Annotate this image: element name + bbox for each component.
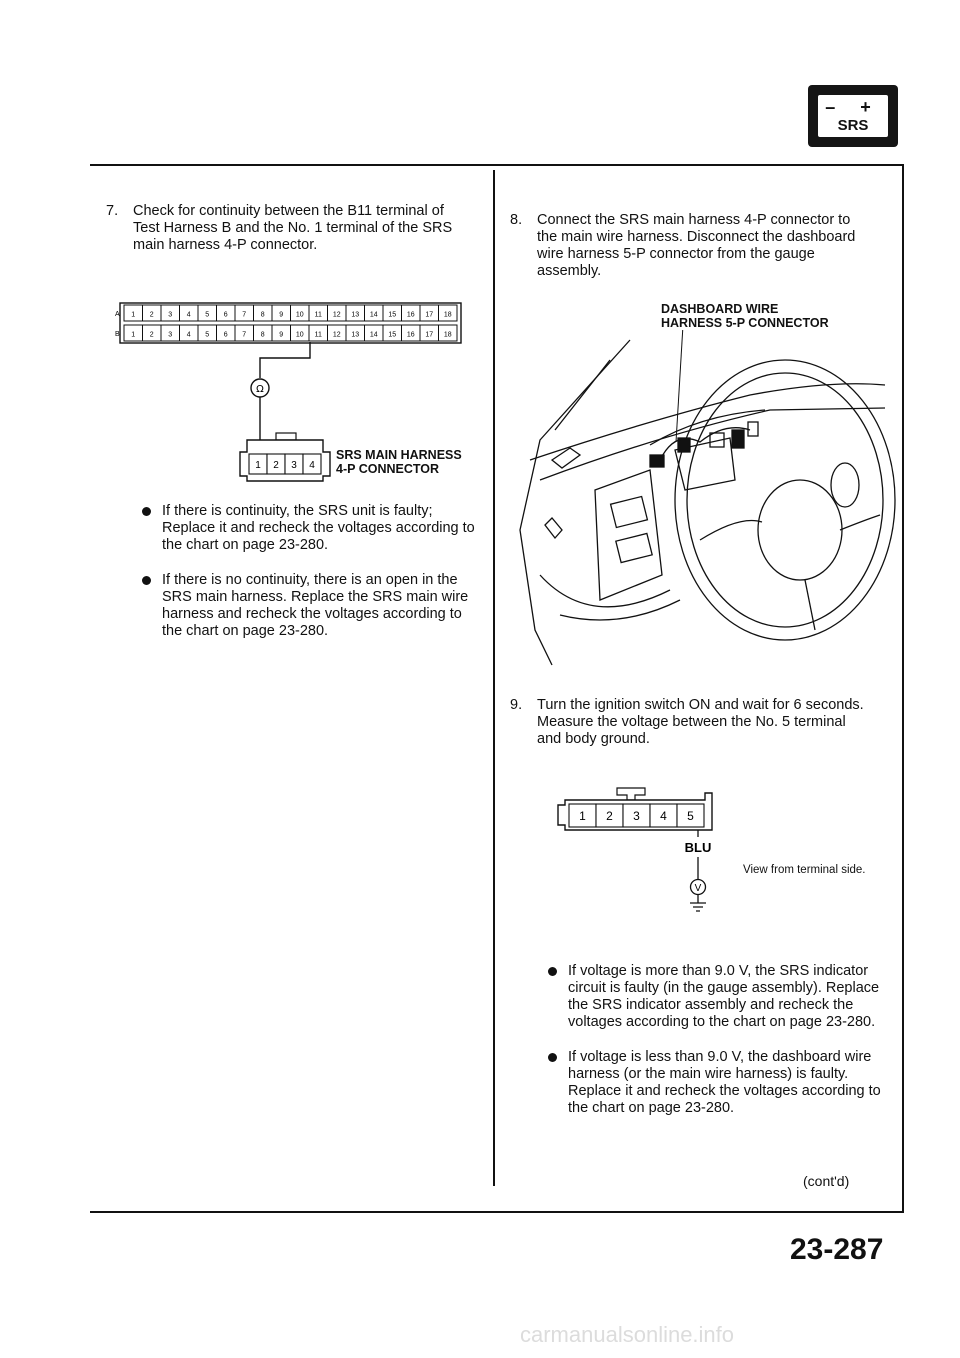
column-divider <box>493 170 495 1186</box>
bullet-line: the chart on page 23-280. <box>568 1100 735 1116</box>
row-a-label: A <box>115 311 120 318</box>
harness-pin-label: 7 <box>242 331 247 339</box>
step-9-line: and body ground. <box>537 731 650 747</box>
harness-pin-label: 13 <box>351 311 360 319</box>
step-number: 8. <box>510 212 523 228</box>
bullet-line: SRS main harness. Replace the SRS main wire <box>162 589 469 605</box>
dashboard-illustration <box>500 330 900 675</box>
page-number: 23-287 <box>790 1233 884 1266</box>
left-bullet-1 <box>142 503 487 559</box>
harness-pin-label: 15 <box>388 311 397 319</box>
srs-4p-connector-pins <box>249 454 321 474</box>
a-pillar <box>520 340 630 665</box>
left-bullet-2 <box>142 572 487 646</box>
bullet-line: circuit is faulty (in the gauge assembly). Replace <box>568 980 880 996</box>
harness-pin-label: 3 <box>168 311 173 319</box>
harness-pin-label: 12 <box>332 311 341 319</box>
bullet-line: the chart on page 23-280. <box>162 623 329 639</box>
continued-note: (cont'd) <box>803 1173 850 1189</box>
srs-4p-connector-label <box>336 448 462 476</box>
dashboard-connector-label <box>661 302 829 330</box>
harness-pin-label: 8 <box>260 311 265 319</box>
step-7-line: main harness 4-P connector. <box>133 237 318 253</box>
bullet-line: harness and recheck the voltages according to <box>162 606 462 622</box>
gauge-connector <box>748 422 758 436</box>
center-stack <box>595 470 662 600</box>
bullet-line: If voltage is less than 9.0 V, the dashboard wire <box>568 1049 872 1065</box>
harness-pin-label: 6 <box>223 311 228 319</box>
harness-pin-label: 16 <box>406 311 415 319</box>
steering-hub <box>758 480 842 580</box>
harness-pin-label: 2 <box>149 311 154 319</box>
connector-pin-label: 4 <box>309 460 315 471</box>
bullet-line: the chart on page 23-280. <box>162 537 329 553</box>
connector-pin-label: 4 <box>660 809 667 823</box>
side-vent <box>545 518 562 538</box>
harness-pin-label: 18 <box>443 331 452 339</box>
harness-pin-label: 15 <box>388 331 397 339</box>
label-line: HARNESS 5-P CONNECTOR <box>661 316 829 330</box>
step-8-line: wire harness 5-P connector from the gauge <box>537 246 815 262</box>
harness-pin-label: 14 <box>369 331 378 339</box>
right-bullet-2 <box>548 1049 898 1123</box>
harness-pin-label: 5 <box>205 331 210 339</box>
harness-pin-label: 1 <box>131 311 136 319</box>
bullet-dot <box>142 576 151 585</box>
battery-terminals-icon: – + <box>825 97 881 117</box>
harness-pin-label: 7 <box>242 311 247 319</box>
harness-pin-label: 14 <box>369 311 378 319</box>
radio-unit <box>611 496 648 527</box>
harness-pin-label: 10 <box>295 331 304 339</box>
b11-wire <box>260 342 310 378</box>
label-line: DASHBOARD WIRE <box>661 302 779 316</box>
harness-pin-label: 5 <box>205 311 210 319</box>
harness-pin-label: 8 <box>260 331 265 339</box>
bullet-line: the SRS indicator assembly and recheck the <box>568 997 854 1013</box>
harness-pin-label: 3 <box>168 331 173 339</box>
label-line: 4-P CONNECTOR <box>336 462 440 476</box>
label-leader-line <box>676 330 683 442</box>
step-number: 9. <box>510 697 523 713</box>
connector-lock-tab <box>617 788 645 800</box>
harness-pin-grid <box>120 303 461 343</box>
a-pillar-inner <box>555 360 610 430</box>
connector-pin-label: 3 <box>633 809 640 823</box>
connector-pin-label: 2 <box>273 460 279 471</box>
harness-pin-label: 9 <box>279 331 284 339</box>
srs-badge-label: SRS <box>837 117 869 134</box>
dashboard-5p-connector-pins <box>569 804 704 827</box>
harness-pin-label: 4 <box>186 331 191 339</box>
connector-pin-label: 3 <box>291 460 297 471</box>
harness-pin-label: 2 <box>149 331 154 339</box>
connector-pin-label: 1 <box>579 809 586 823</box>
step-7 <box>106 203 486 259</box>
harness-pin-label: 17 <box>425 331 434 339</box>
ohm-symbol: Ω <box>256 384 264 395</box>
harness-pin-label: 11 <box>314 331 322 339</box>
bullet-line: Replace it and recheck the voltages according to <box>162 520 475 536</box>
step-8-line: the main wire harness. Disconnect the dashboard <box>537 229 856 245</box>
top-rule <box>90 164 904 166</box>
harness-pin-label: 12 <box>332 331 341 339</box>
harness-pin-label: 6 <box>223 331 228 339</box>
harness-pin-label: 16 <box>406 331 415 339</box>
step-7-line: Check for continuity between the B11 terminal of <box>133 203 444 219</box>
connector-lock-tab <box>276 433 296 440</box>
harness-pin-label: 1 <box>131 331 136 339</box>
lower-trim <box>560 600 680 620</box>
steering-wheel-rim <box>675 360 895 640</box>
bullet-line: Replace it and recheck the voltages according to <box>568 1083 881 1099</box>
bullet-line: If there is no continuity, there is an open in the <box>162 572 458 588</box>
right-bullet-1 <box>548 963 898 1037</box>
bullet-line: voltages according to the chart on page 23-280. <box>568 1014 876 1030</box>
harness-pin-label: 17 <box>425 311 434 319</box>
volt-symbol: V <box>694 883 702 894</box>
harness-pin-label: 10 <box>295 311 304 319</box>
connector-pin-label: 2 <box>606 809 613 823</box>
step-8-line: assembly. <box>537 263 602 279</box>
bullet-dot <box>548 967 557 976</box>
right-rule <box>902 164 904 1212</box>
bullet-line: harness (or the main wire harness) is faulty. <box>568 1066 849 1082</box>
label-line: SRS MAIN HARNESS <box>336 448 462 462</box>
wire-color-label: BLU <box>684 840 712 855</box>
harness-pin-label: 18 <box>443 311 452 319</box>
harness-pin-label: 11 <box>314 311 322 319</box>
harness-pin-label: 13 <box>351 331 360 339</box>
view-note: View from terminal side. <box>743 864 866 876</box>
srs-section-badge <box>808 85 898 147</box>
bullet-line: If there is continuity, the SRS unit is faulty; <box>162 503 433 519</box>
spoke-right <box>840 515 880 530</box>
bullet-line: If voltage is more than 9.0 V, the SRS indicator <box>568 963 869 979</box>
step-8-line: Connect the SRS main harness 4-P connector to <box>537 212 851 228</box>
ground-icon <box>690 895 706 911</box>
gauge-connector <box>732 430 744 448</box>
connector-pin-label: 5 <box>687 809 694 823</box>
step-8 <box>510 212 895 286</box>
bottom-rule <box>90 1211 904 1213</box>
harness-pin-label: 9 <box>279 311 284 319</box>
connector-pin-label: 1 <box>255 460 261 471</box>
step-9 <box>510 697 895 753</box>
step-7-line: Test Harness B and the No. 1 terminal of the SRS <box>133 220 453 236</box>
bullet-dot <box>142 507 151 516</box>
step-9-line: Measure the voltage between the No. 5 terminal <box>537 714 846 730</box>
row-b-label: B <box>115 331 120 338</box>
step-9-line: Turn the ignition switch ON and wait for 6 seconds. <box>537 697 864 713</box>
step-number: 7. <box>106 203 119 219</box>
watermark: carmanualsonline.info <box>520 1322 735 1347</box>
harness-pin-label: 4 <box>186 311 191 319</box>
bullet-dot <box>548 1053 557 1062</box>
dashboard-5p-connector-diagram <box>555 785 735 920</box>
climate-unit <box>616 533 652 562</box>
wheel-control-pad <box>831 463 859 507</box>
spoke-left <box>700 520 762 540</box>
steering-wheel-rim-inner <box>687 373 883 627</box>
